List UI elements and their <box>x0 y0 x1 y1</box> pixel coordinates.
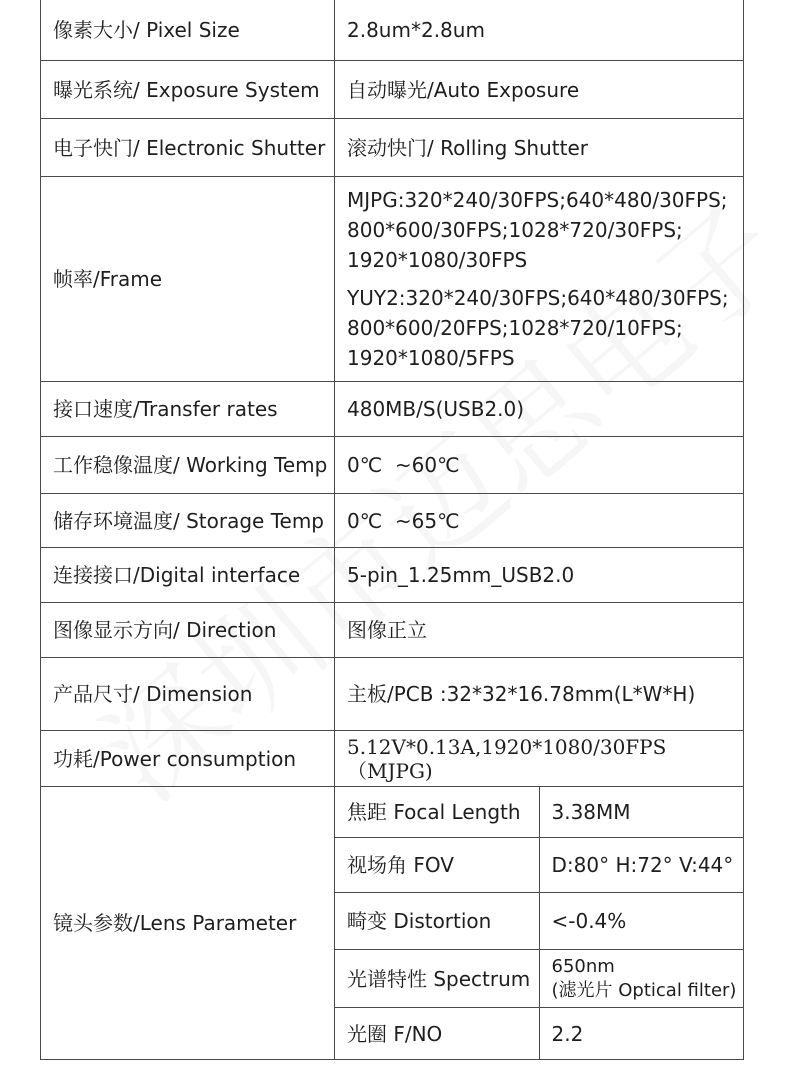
direction-label: 图像显示方向/ Direction <box>41 603 335 658</box>
interface-value: 5-pin_1.25mm_USB2.0 <box>335 548 744 603</box>
dimension-label: 产品尺寸/ Dimension <box>41 658 335 731</box>
table-row <box>41 119 744 177</box>
interface-label: 连接接口/Digital interface <box>41 548 335 603</box>
spectrum-label: 光谱特性 Spectrum <box>335 950 540 1008</box>
table-row <box>41 658 744 731</box>
exposure-value: 自动曝光/Auto Exposure <box>335 61 744 119</box>
table-row <box>41 177 744 382</box>
spec-table <box>40 0 744 1060</box>
storage-temp-label: 储存环境温度/ Storage Temp <box>41 494 335 548</box>
frame-mjpg: MJPG:320*240/30FPS;640*480/30FPS; 800*600/30FPS;1028*720/30FPS; 1920*1080/30FPS <box>347 188 728 272</box>
power-value: 5.12V*0.13A,1920*1080/30FPS（MJPG) <box>335 731 744 787</box>
lens-label: 镜头参数/Lens Parameter <box>41 787 335 1060</box>
table-row <box>41 548 744 603</box>
table-row <box>41 0 744 61</box>
shutter-value: 滚动快门/ Rolling Shutter <box>335 119 744 177</box>
frame-yuy2: YUY2:320*240/30FPS;640*480/30FPS; 800*600/20FPS;1028*720/10FPS; 1920*1080/5FPS <box>347 286 729 370</box>
pixel-size-value: 2.8um*2.8um <box>335 0 744 61</box>
frame-label: 帧率/Frame <box>41 177 335 382</box>
table-row <box>41 787 744 838</box>
frame-value <box>335 177 744 382</box>
working-temp-value: 0℃ ~60℃ <box>335 437 744 494</box>
table-row <box>41 603 744 658</box>
pixel-size-label: 像素大小/ Pixel Size <box>41 0 335 61</box>
table-row <box>41 61 744 119</box>
distortion-value: <-0.4% <box>539 893 744 950</box>
spectrum-value <box>539 950 744 1008</box>
shutter-label: 电子快门/ Electronic Shutter <box>41 119 335 177</box>
exposure-label: 曝光系统/ Exposure System <box>41 61 335 119</box>
table-row <box>41 382 744 437</box>
aperture-label: 光圈 F/NO <box>335 1008 540 1060</box>
distortion-label: 畸变 Distortion <box>335 893 540 950</box>
working-temp-label: 工作稳像温度/ Working Temp <box>41 437 335 494</box>
spectrum-text: 650nm (滤光片 Optical filter) <box>551 955 737 1001</box>
transfer-label: 接口速度/Transfer rates <box>41 382 335 437</box>
table-row <box>41 731 744 787</box>
focal-value: 3.38MM <box>539 787 744 838</box>
storage-temp-value: 0℃ ~65℃ <box>335 494 744 548</box>
transfer-value: 480MB/S(USB2.0) <box>335 382 744 437</box>
dimension-value: 主板/PCB :32*32*16.78mm(L*W*H) <box>335 658 744 731</box>
direction-value: 图像正立 <box>335 603 744 658</box>
fov-value: D:80° H:72° V:44° <box>539 838 744 893</box>
aperture-value: 2.2 <box>539 1008 744 1060</box>
power-label: 功耗/Power consumption <box>41 731 335 787</box>
table-row <box>41 437 744 494</box>
table-row <box>41 494 744 548</box>
fov-label: 视场角 FOV <box>335 838 540 893</box>
focal-label: 焦距 Focal Length <box>335 787 540 838</box>
